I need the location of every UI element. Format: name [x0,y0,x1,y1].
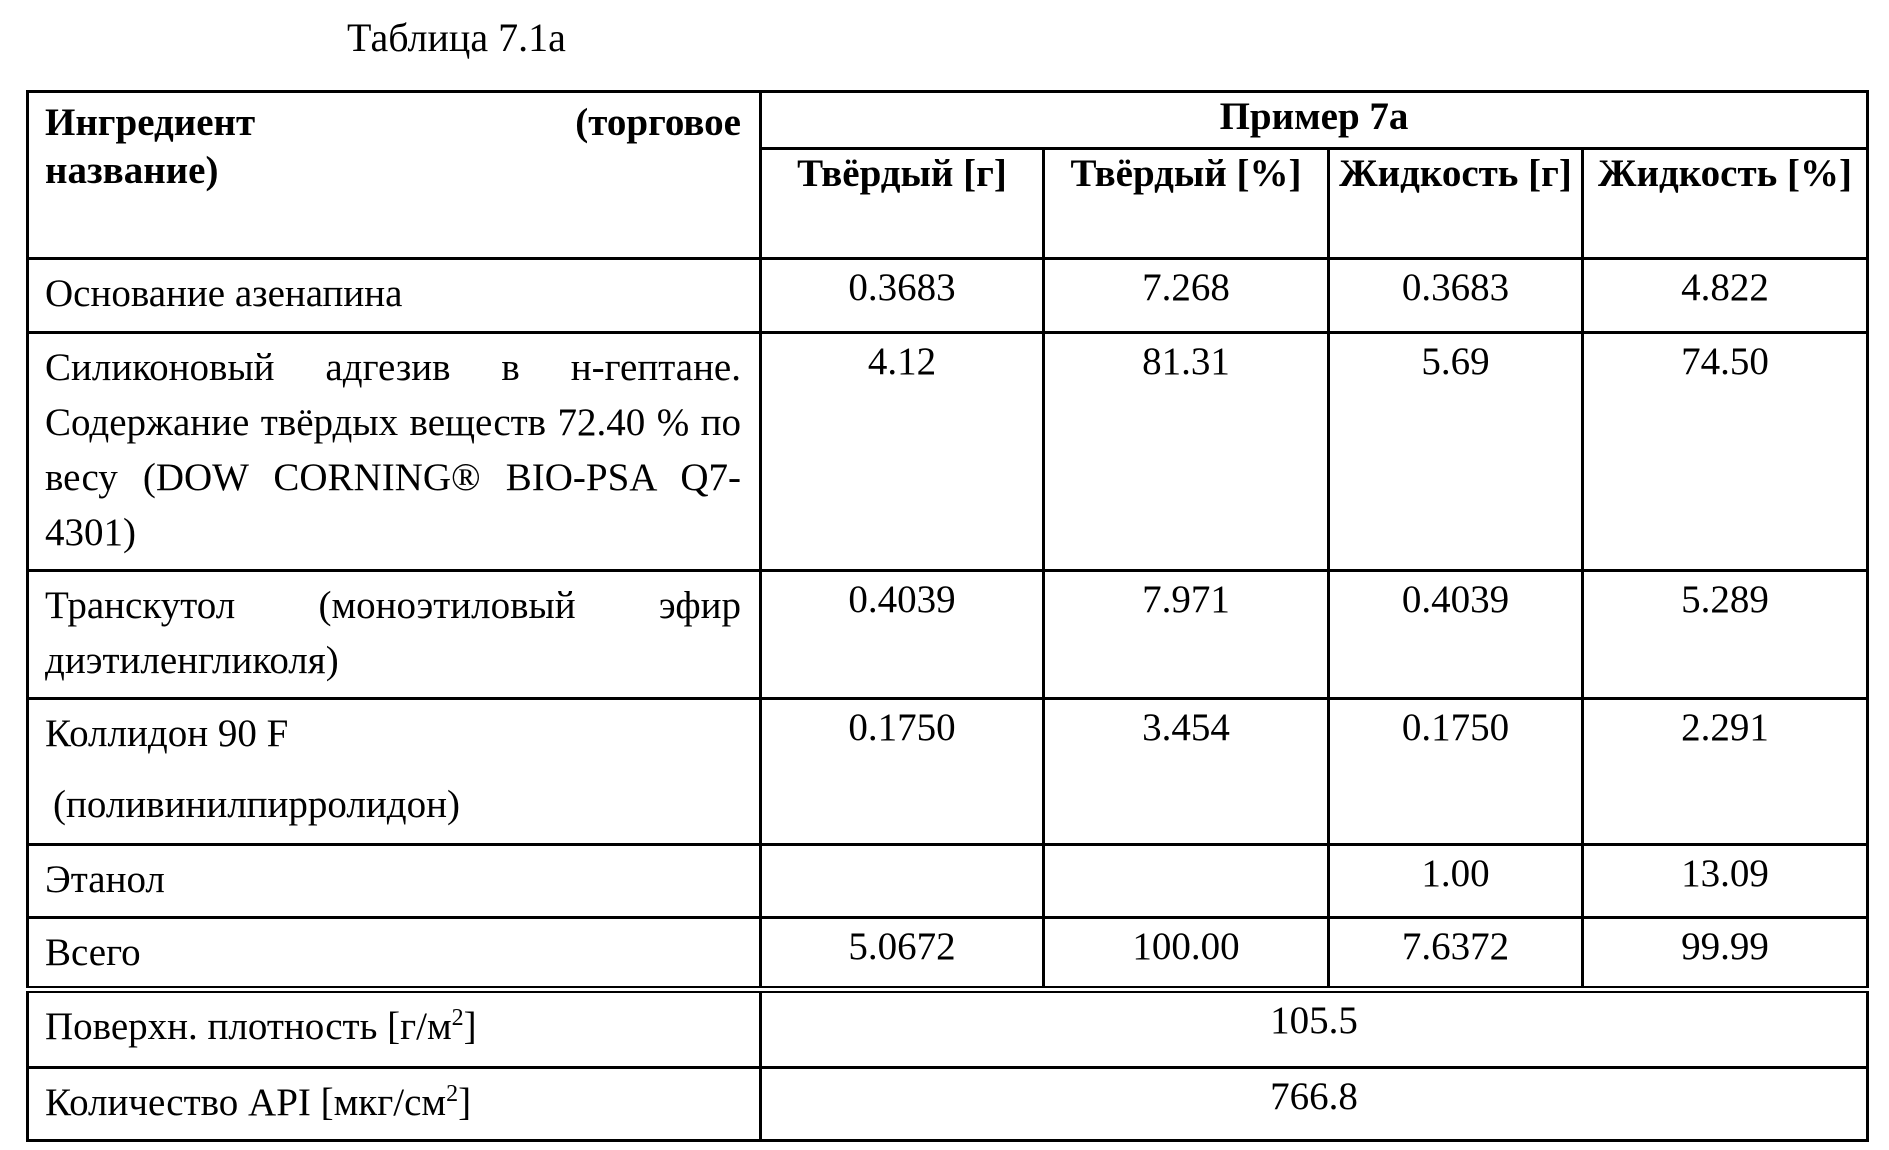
summary-label-text: ] [464,1005,477,1048]
cell-value: 74.50 [1583,333,1868,571]
header-ingredient-word: название) [45,147,741,195]
cell-value: 2.291 [1583,699,1868,845]
cell-value: 5.0672 [761,918,1044,990]
cell-value: 0.4039 [761,571,1044,699]
table-row-total [28,918,1868,990]
ingredient-name: Силиконовый адгезив в н-гептане. Содержание твёрдых веществ 72.40 % по весу (DOW CORNING® BIO-PSA Q7-4301) [28,333,761,571]
ingredient-name: Этанол [28,845,761,918]
cell-value: 4.822 [1583,259,1868,333]
header-col-liquid-g: Жидкость [г] [1329,149,1583,259]
cell-value: 5.69 [1329,333,1583,571]
cell-value: 4.12 [761,333,1044,571]
ingredient-name-line: Коллидон 90 F [45,706,741,761]
table-row [28,845,1868,918]
summary-label [28,1068,761,1141]
ingredient-name: Транскутол (моноэтиловый эфир диэтиленгликоля) [28,571,761,699]
cell-value: 0.3683 [761,259,1044,333]
cell-value: 99.99 [1583,918,1868,990]
header-ingredient-word: (торговое [575,99,741,147]
table-row [28,259,1868,333]
cell-value: 7.6372 [1329,918,1583,990]
summary-label-text: Поверхн. плотность [г/м [45,1005,452,1048]
cell-value: 5.289 [1583,571,1868,699]
ingredient-name: Всего [28,918,761,990]
superscript: 2 [446,1081,458,1107]
header-ingredient [28,92,761,259]
table-row [28,333,1868,571]
ingredient-name-line: (поливинилпирролидон) [45,777,741,832]
header-example-group: Пример 7а [761,92,1868,149]
summary-row [28,990,1868,1068]
table-row [28,571,1868,699]
cell-value: 7.971 [1044,571,1329,699]
cell-value: 100.00 [1044,918,1329,990]
cell-value: 81.31 [1044,333,1329,571]
summary-value: 105.5 [761,990,1868,1068]
cell-value [761,845,1044,918]
summary-value: 766.8 [761,1068,1868,1141]
cell-value: 0.4039 [1329,571,1583,699]
cell-value: 13.09 [1583,845,1868,918]
summary-label [28,990,761,1068]
cell-value: 1.00 [1329,845,1583,918]
cell-value: 7.268 [1044,259,1329,333]
cell-value: 3.454 [1044,699,1329,845]
cell-value: 0.1750 [761,699,1044,845]
header-col-solid-pct: Твёрдый [%] [1044,149,1329,259]
ingredients-table [26,90,1869,1142]
ingredient-name: Основание азенапина [28,259,761,333]
cell-value [1044,845,1329,918]
header-col-liquid-pct: Жидкость [%] [1583,149,1868,259]
ingredient-name [28,699,761,845]
superscript: 2 [452,1005,464,1031]
summary-row [28,1068,1868,1141]
table-row [28,699,1868,845]
summary-label-text: ] [458,1081,471,1124]
header-ingredient-word: Ингредиент [45,99,255,147]
table-caption: Таблица 7.1а [347,14,566,61]
cell-value: 0.1750 [1329,699,1583,845]
cell-value: 0.3683 [1329,259,1583,333]
header-col-solid-g: Твёрдый [г] [761,149,1044,259]
summary-label-text: Количество API [мкг/см [45,1081,446,1124]
